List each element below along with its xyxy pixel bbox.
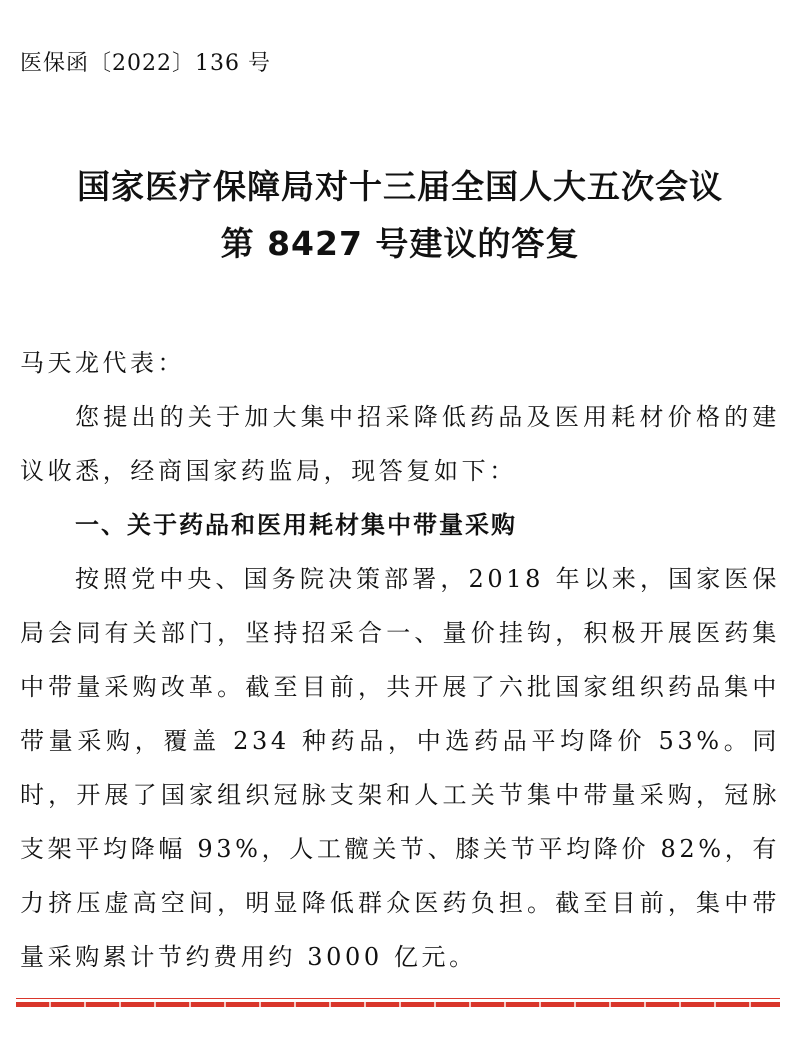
footer-thick-rule	[16, 1002, 780, 1007]
salutation: 马天龙代表：	[20, 349, 185, 377]
footer-thin-rule	[16, 998, 780, 999]
section-heading: 一、关于药品和医用耗材集中带量采购	[75, 511, 517, 539]
section-paragraph: 按照党中央、国务院决策部署，2018 年以来，国家医保局会同有关部门，坚持招采合一、量价挂钩，积极开展医药集中带量采购改革。截至目前，共开展了六批国家组织药品集中带量采购，覆盖 234 种药品，中选药品平均降价 53%。同时，开展了国家组织冠脉支架和人工关节集中带量采购，冠脉支架平均降幅 93%，人工髋关节、膝关节平均降价 82%，有力挤压虚高空间，明显降低群众医药负担。截至目前，集中带量采购累计节约费用约 3000 亿元。	[20, 565, 780, 971]
intro-paragraph: 您提出的关于加大集中招采降低药品及医用耗材价格的建议收悉，经商国家药监局，现答复如下：	[20, 403, 780, 485]
document-number: 医保函〔2022〕136 号	[20, 51, 271, 76]
title-line-1: 国家医疗保障局对十三届全国人大五次会议	[77, 167, 723, 206]
document-title	[0, 158, 800, 272]
document-body	[20, 336, 780, 984]
title-line-2: 第 8427 号建议的答复	[220, 224, 580, 263]
